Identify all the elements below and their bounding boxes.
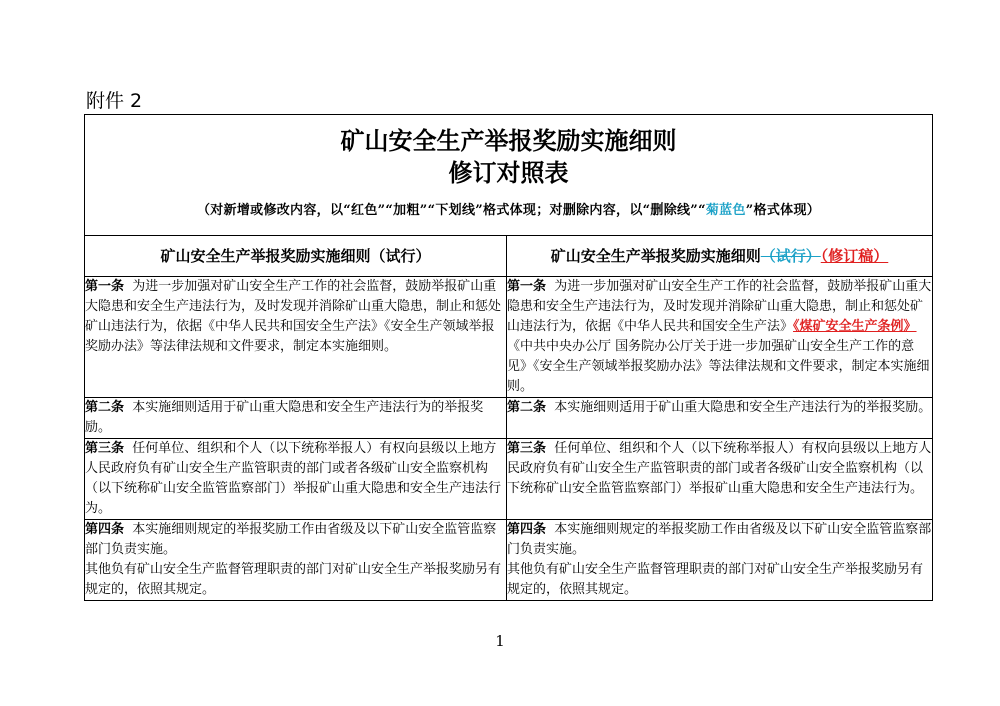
article-2-revised	[507, 398, 933, 439]
article-text: 为进一步加强对矿山安全生产工作的社会监督，鼓励举报矿山重大隐患和安全生产违法行为，及时发现并消除矿山重大隐患，制止和惩处矿山违法行为，依据《中华人民共和国安全生产法》	[507, 279, 932, 334]
article-text: 本实施细则规定的举报奖励工作由省级及以下矿山安全监管监察部门负责实施。	[85, 522, 497, 557]
document-title: 矿山安全生产举报奖励实施细则	[340, 127, 677, 155]
table-row	[85, 277, 933, 398]
article-text: 为进一步加强对矿山安全生产工作的社会监督，鼓励举报矿山重大隐患和安全生产违法行为，及时发现并消除矿山重大隐患，制止和惩处矿山违法行为，依据《中华人民共和国安全生产法》《安全生产领域举报奖励办法》等法律法规和文件要求，制定本实施细则。	[85, 279, 502, 354]
article-label: 第三条	[85, 441, 125, 456]
article-label: 第一条	[507, 279, 547, 294]
column-header-deleted-text: （试行）	[760, 247, 821, 265]
document-subtitle: 修订对照表	[448, 159, 569, 187]
column-header-original: 矿山安全生产举报奖励实施细则（试行）	[85, 236, 507, 277]
column-header-inserted-text: （修订稿）	[820, 247, 889, 265]
article-label: 第一条	[85, 279, 125, 294]
article-4-revised	[507, 520, 933, 601]
format-note	[85, 199, 932, 218]
article-text: 本实施细则规定的举报奖励工作由省级及以下矿山安全监管监察部门负责实施。	[507, 522, 932, 557]
table-row	[85, 520, 933, 601]
article-text: 本实施细则适用于矿山重大隐患和安全生产违法行为的举报奖励。	[554, 400, 932, 415]
page-number: 1	[495, 632, 505, 650]
article-text-paragraph-2: 其他负有矿山安全生产监督管理职责的部门对矿山安全生产举报奖励另有规定的，依照其规定。	[85, 562, 502, 597]
article-4-original	[85, 520, 507, 601]
article-1-revised	[507, 277, 933, 398]
article-text: 任何单位、组织和个人（以下统称举报人）有权向县级以上地方人民政府负有矿山安全生产监管职责的部门或者各级矿山安全监察机构（以下统称矿山安全监管监察部门）举报矿山重大隐患和安全生产违法行为。	[507, 441, 932, 496]
article-label: 第四条	[85, 522, 125, 537]
attachment-label: 附件 2	[86, 90, 143, 112]
article-3-original	[85, 439, 507, 520]
column-header-revised	[507, 236, 933, 277]
article-label: 第二条	[507, 400, 547, 415]
table-row	[85, 439, 933, 520]
inserted-text: 《煤矿安全生产条例》	[793, 319, 917, 334]
article-label: 第四条	[507, 522, 547, 537]
column-header-revised-base: 矿山安全生产举报奖励实施细则	[550, 247, 761, 265]
article-label: 第三条	[507, 441, 547, 456]
article-1-original	[85, 277, 507, 398]
format-note-cyan: 菊蓝色	[705, 203, 746, 218]
article-label: 第二条	[85, 400, 125, 415]
format-note-part2: ”格式体现）	[745, 203, 821, 218]
article-2-original	[85, 398, 507, 439]
article-text-paragraph-2: 其他负有矿山安全生产监督管理职责的部门对矿山安全生产举报奖励另有规定的，依照其规定。	[507, 562, 924, 597]
comparison-table	[84, 114, 933, 601]
article-3-revised	[507, 439, 933, 520]
format-note-part1: （对新增或修改内容，以“红色”“加粗”“下划线”格式体现；对删除内容，以“删除线”“	[196, 203, 706, 218]
article-text: 任何单位、组织和个人（以下统称举报人）有权向县级以上地方人民政府负有矿山安全生产监管职责的部门或者各级矿山安全监察机构（以下统称矿山安全监管监察部门）举报矿山重大隐患和安全生产违法行为。	[85, 441, 502, 516]
table-header	[85, 115, 933, 236]
article-text: 《中共中央办公厅 国务院办公厅关于进一步加强矿山安全生产工作的意见》《安全生产领域举报奖励办法》等法律法规和文件要求，制定本实施细则。	[507, 339, 930, 394]
article-text: 本实施细则适用于矿山重大隐患和安全生产违法行为的举报奖励。	[85, 400, 484, 435]
table-row	[85, 398, 933, 439]
